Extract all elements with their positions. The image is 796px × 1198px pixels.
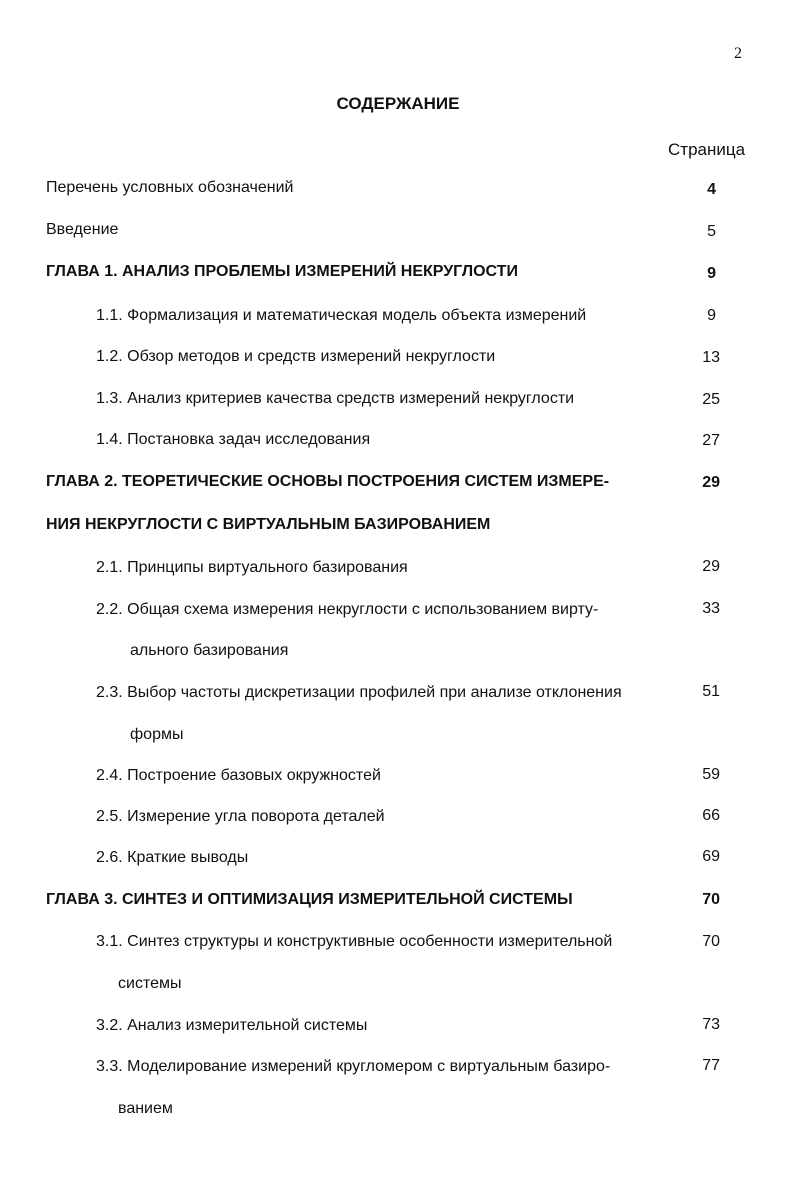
- page-number: 2: [734, 45, 742, 62]
- toc-entry-page: 69: [702, 848, 720, 865]
- toc-entry-page: 66: [702, 807, 720, 824]
- toc-entry-page: 5: [707, 223, 716, 240]
- toc-entry-text: 1.4. Постановка задач исследования: [96, 431, 371, 448]
- toc-entry-text: ГЛАВА 3. СИНТЕЗ И ОПТИМИЗАЦИЯ ИЗМЕРИТЕЛЬНОЙ СИСТЕМЫ: [46, 891, 573, 908]
- toc-entry-page: 51: [702, 683, 720, 700]
- toc-entry-text: 1.3. Анализ критериев качества средств измерений некруглости: [96, 390, 575, 407]
- toc-entry-page: 29: [702, 558, 720, 575]
- toc-entry-text: 1.1. Формализация и математическая модель объекта измерений: [96, 307, 587, 324]
- toc-entry-text: 3.1. Синтез структуры и конструктивные особенности измерительной: [96, 933, 613, 950]
- toc-entry-text: 3.3. Моделирование измерений кругломером с виртуальным базиро-: [96, 1058, 611, 1075]
- toc-entry-page: 73: [702, 1016, 720, 1033]
- toc-entry-text: 2.3. Выбор частоты дискретизации профилей при анализе отклонения: [96, 684, 622, 701]
- toc-entry-text: 2.1. Принципы виртуального базирования: [96, 559, 408, 576]
- toc-entry-text: Введение: [46, 221, 119, 238]
- toc-entry-text: ГЛАВА 1. АНАЛИЗ ПРОБЛЕМЫ ИЗМЕРЕНИЙ НЕКРУГЛОСТИ: [46, 263, 518, 280]
- toc-entry-page: 9: [707, 265, 716, 282]
- toc-entry-page: 25: [702, 391, 720, 408]
- toc-entry-page: 27: [702, 432, 720, 449]
- toc-entry-text: Перечень условных обозначений: [46, 179, 294, 196]
- toc-entry-text: ГЛАВА 2. ТЕОРЕТИЧЕСКИЕ ОСНОВЫ ПОСТРОЕНИЯ СИСТЕМ ИЗМЕРЕ-: [46, 473, 610, 490]
- toc-entry-page: 9: [707, 307, 716, 324]
- toc-entry-text: 2.4. Построение базовых окружностей: [96, 767, 381, 784]
- toc-entry-text: 2.5. Измерение угла поворота деталей: [96, 808, 385, 825]
- toc-entry-text-continuation: формы: [130, 726, 184, 743]
- toc-entry-page: 33: [702, 600, 720, 617]
- toc-entry-text: 3.2. Анализ измерительной системы: [96, 1017, 368, 1034]
- toc-entry-page: 13: [702, 349, 720, 366]
- toc-entry-page: 59: [702, 766, 720, 783]
- toc-entry-text-continuation: ального базирования: [130, 642, 289, 659]
- toc-entry-text-continuation: системы: [118, 975, 182, 992]
- toc-entry-page: 70: [702, 933, 720, 950]
- toc-entry-text-continuation: ванием: [118, 1100, 173, 1117]
- toc-entry-page: 29: [702, 474, 720, 491]
- toc-entry-page: 70: [702, 891, 720, 908]
- toc-entry-text: 2.6. Краткие выводы: [96, 849, 249, 866]
- page-column-header: Страница: [668, 140, 746, 159]
- toc-entry-page: 77: [702, 1057, 720, 1074]
- toc-entry-text: 1.2. Обзор методов и средств измерений некруглости: [96, 348, 496, 365]
- toc-entry-page: 4: [707, 181, 716, 198]
- toc-entry-text: 2.2. Общая схема измерения некруглости с использованием вирту-: [96, 601, 599, 618]
- document-title: СОДЕРЖАНИЕ: [336, 94, 460, 113]
- toc-entry-text-continuation: НИЯ НЕКРУГЛОСТИ С ВИРТУАЛЬНЫМ БАЗИРОВАНИЕМ: [46, 516, 491, 533]
